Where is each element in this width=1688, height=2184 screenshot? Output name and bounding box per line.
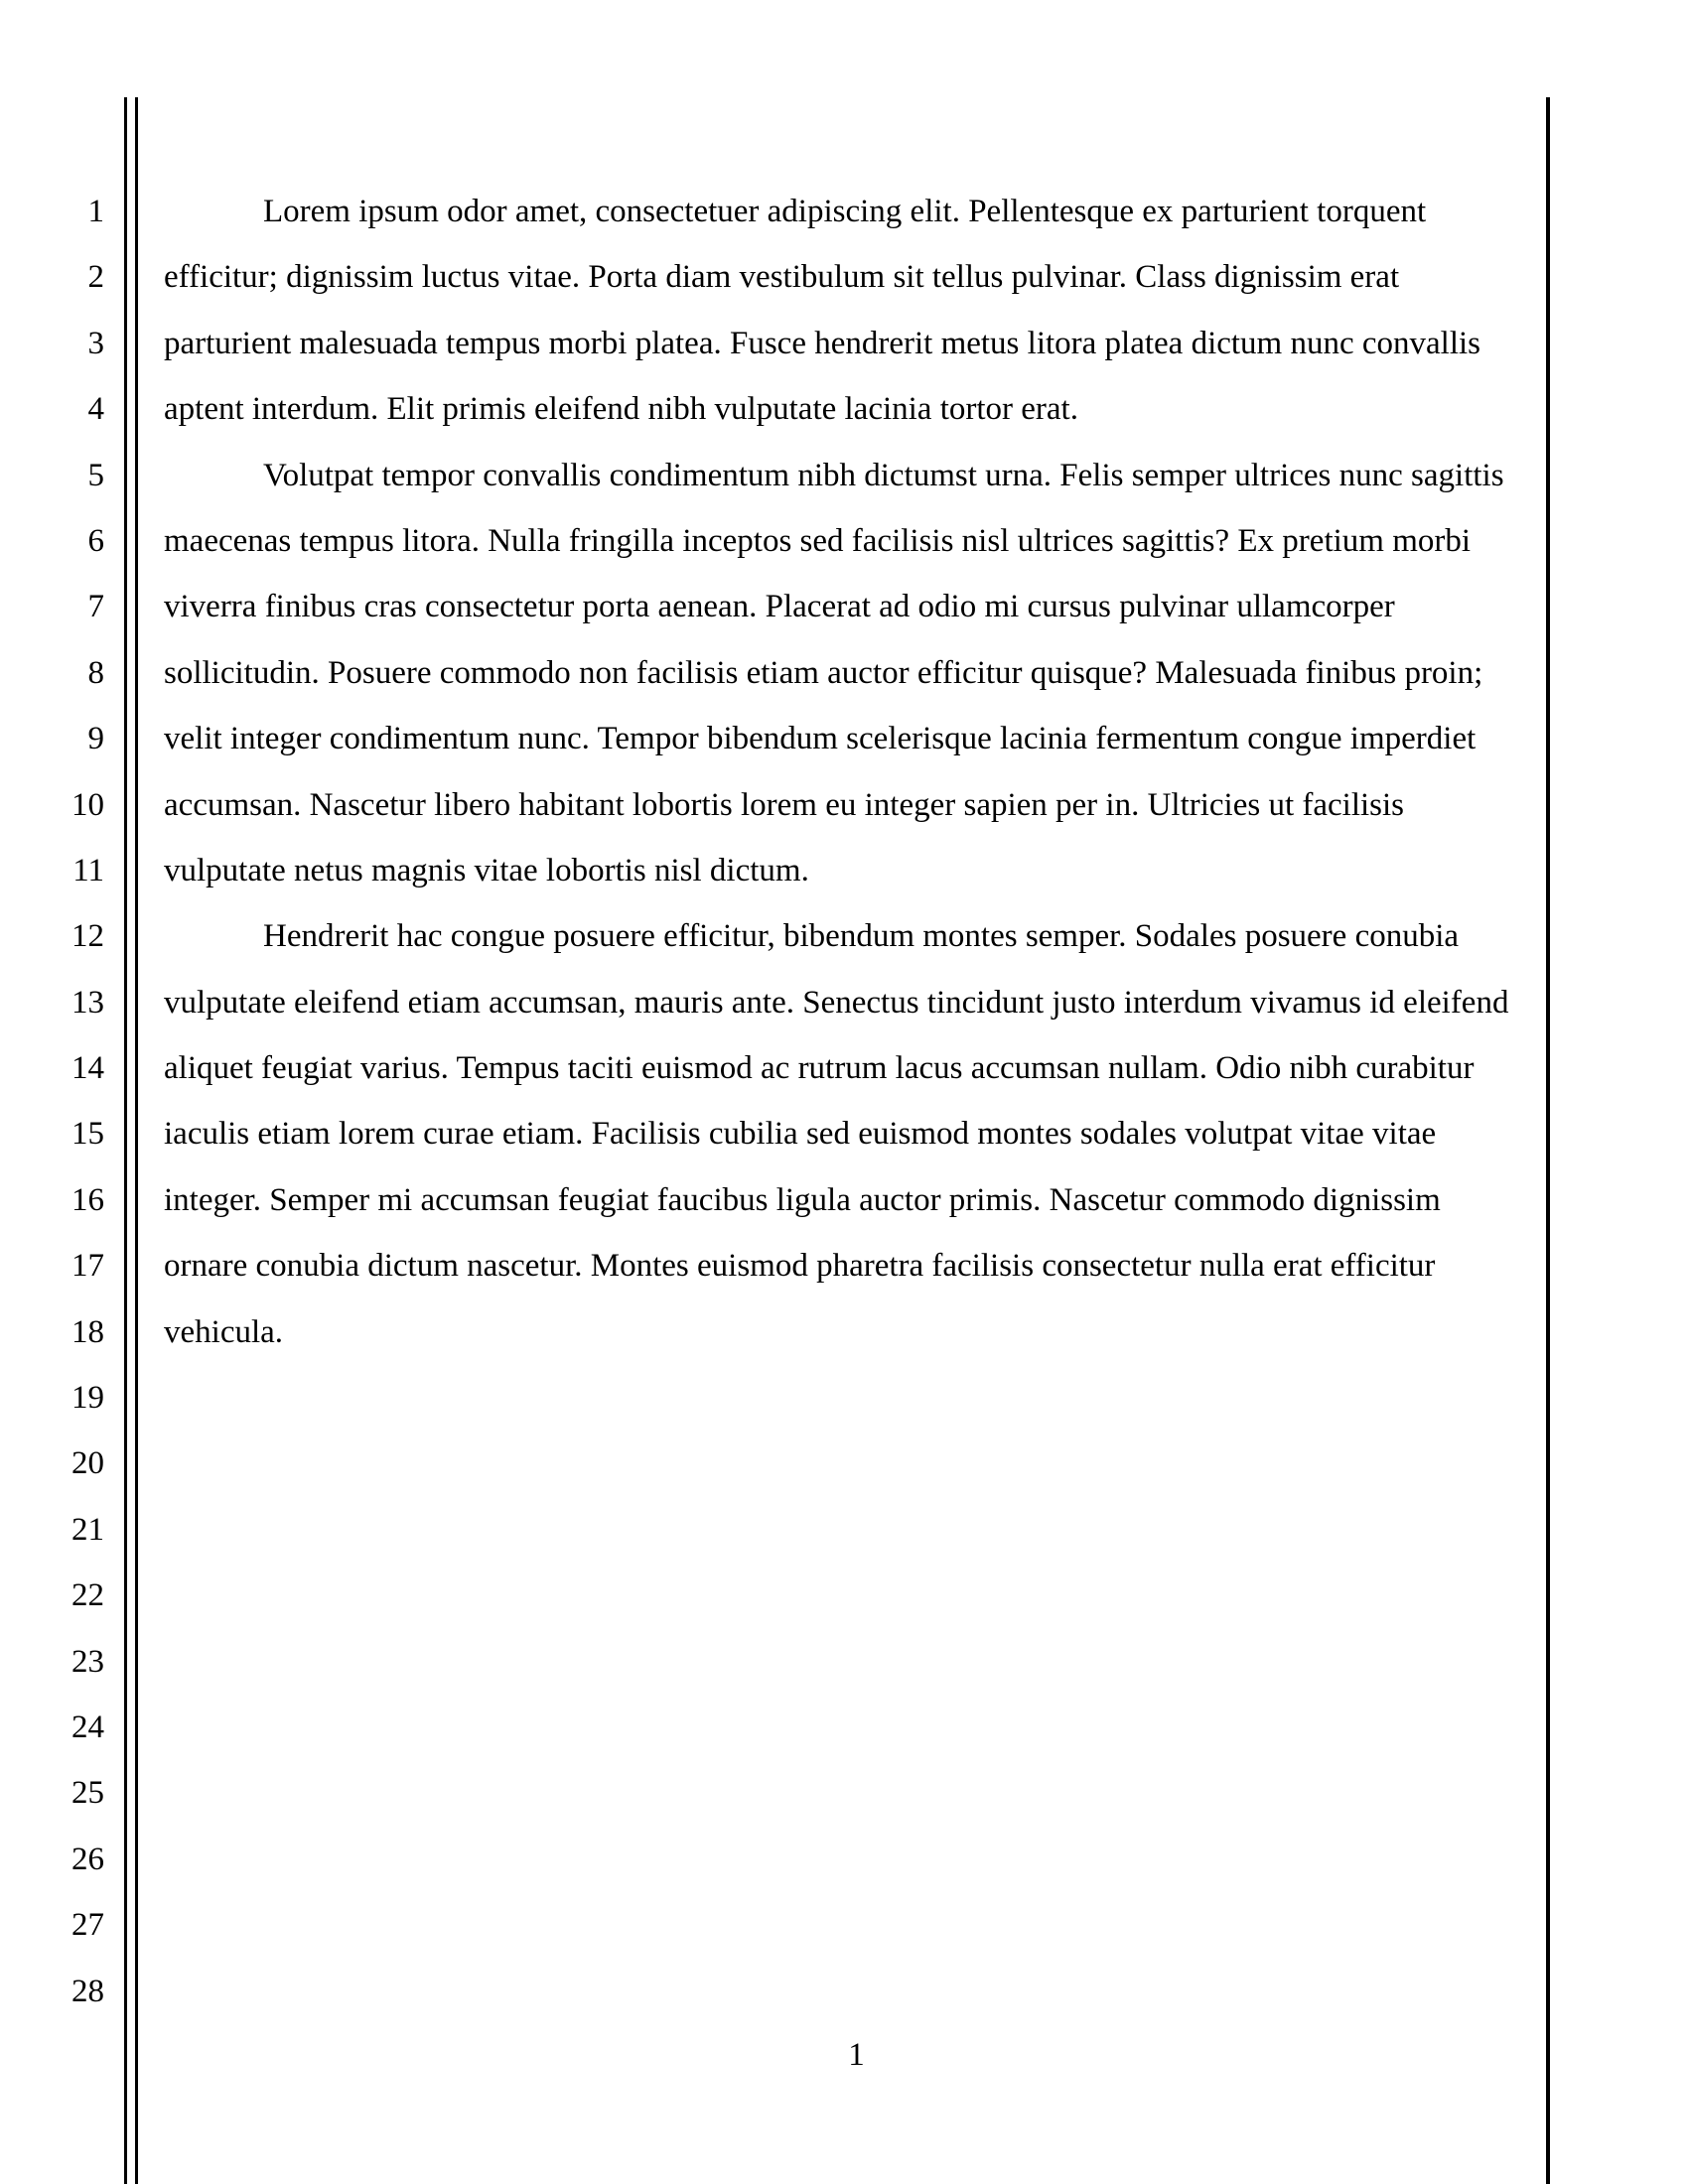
document-body [164,179,1549,1365]
line-number: 28 [71,1973,104,2009]
line-number: 4 [87,391,104,428]
page-number: 1 [848,2037,865,2073]
line-number: 11 [72,852,104,888]
line-number: 19 [71,1380,104,1417]
line-number: 6 [87,522,104,559]
left-margin-double-rule-outer [124,97,127,2184]
text-line: vulputate eleifend etiam accumsan, mauris ante. Senectus tincidunt justo interdum vivamus id eleifend [164,984,1509,1021]
line-number: 21 [71,1511,104,1548]
text-line: ornare conubia dictum nascetur. Montes euismod pharetra facilisis consectetur nulla erat efficitur [164,1248,1436,1285]
line-number: 24 [71,1708,104,1745]
text-line: maecenas tempus litora. Nulla fringilla inceptos sed facilisis nisl ultrices sagittis? Ex pretium morbi [164,522,1472,559]
line-number: 23 [71,1643,104,1680]
line-number: 13 [71,984,104,1021]
text-line: vulputate netus magnis vitae lobortis nisl dictum. [164,852,809,888]
line-number: 20 [71,1445,104,1482]
line-number: 5 [87,457,104,493]
text-line: parturient malesuada tempus morbi platea. Fusce hendrerit metus litora platea dictum nunc convallis [164,325,1481,361]
line-number: 18 [71,1313,104,1350]
text-line: integer. Semper mi accumsan feugiat faucibus ligula auctor primis. Nascetur commodo dignissim [164,1181,1441,1218]
line-number: 8 [87,654,104,691]
left-margin-double-rule-inner [135,97,138,2184]
text-line: Hendrerit hac congue posuere efficitur, bibendum montes semper. Sodales posuere conubia [263,918,1460,955]
line-number: 15 [71,1116,104,1153]
text-line: aliquet feugiat varius. Tempus taciti euismod ac rutrum lacus accumsan nullam. Odio nibh curabitur [164,1050,1475,1087]
line-number: 17 [71,1248,104,1285]
line-number: 12 [71,918,104,955]
line-number: 1 [87,194,104,229]
line-number: 2 [87,259,104,296]
line-number: 22 [71,1577,104,1614]
line-number: 25 [71,1775,104,1812]
text-line: viverra finibus cras consectetur porta aenean. Placerat ad odio mi cursus pulvinar ullamcorper [164,589,1395,625]
text-line: sollicitudin. Posuere commodo non facilisis etiam auctor efficitur quisque? Malesuada finibus proin; [164,654,1483,691]
text-line: Volutpat tempor convallis condimentum nibh dictumst urna. Felis semper ultrices nunc sagittis [263,457,1504,493]
text-line: iaculis etiam lorem curae etiam. Facilisis cubilia sed euismod montes sodales volutpat vitae vitae [164,1116,1437,1153]
line-number: 27 [71,1907,104,1944]
text-line: vehicula. [164,1313,284,1350]
line-number: 16 [71,1181,104,1218]
text-line: efficitur; dignissim luctus vitae. Porta diam vestibulum sit tellus pulvinar. Class dignissim erat [164,259,1400,296]
line-number: 7 [87,589,104,625]
line-number: 10 [71,786,104,823]
text-line: Lorem ipsum odor amet, consectetuer adipiscing elit. Pellentesque ex parturient torquent [263,194,1427,229]
line-number: 26 [71,1841,104,1877]
line-number: 14 [71,1050,104,1087]
text-line: accumsan. Nascetur libero habitant lobortis lorem eu integer sapien per in. Ultricies ut facilisis [164,786,1405,823]
text-line: velit integer condimentum nunc. Tempor bibendum scelerisque lacinia fermentum congue imperdiet [164,721,1477,757]
text-line: aptent interdum. Elit primis eleifend nibh vulputate lacinia tortor erat. [164,391,1078,428]
line-number: 9 [87,721,104,757]
line-number: 3 [87,325,104,361]
line-number-column [0,179,104,2024]
